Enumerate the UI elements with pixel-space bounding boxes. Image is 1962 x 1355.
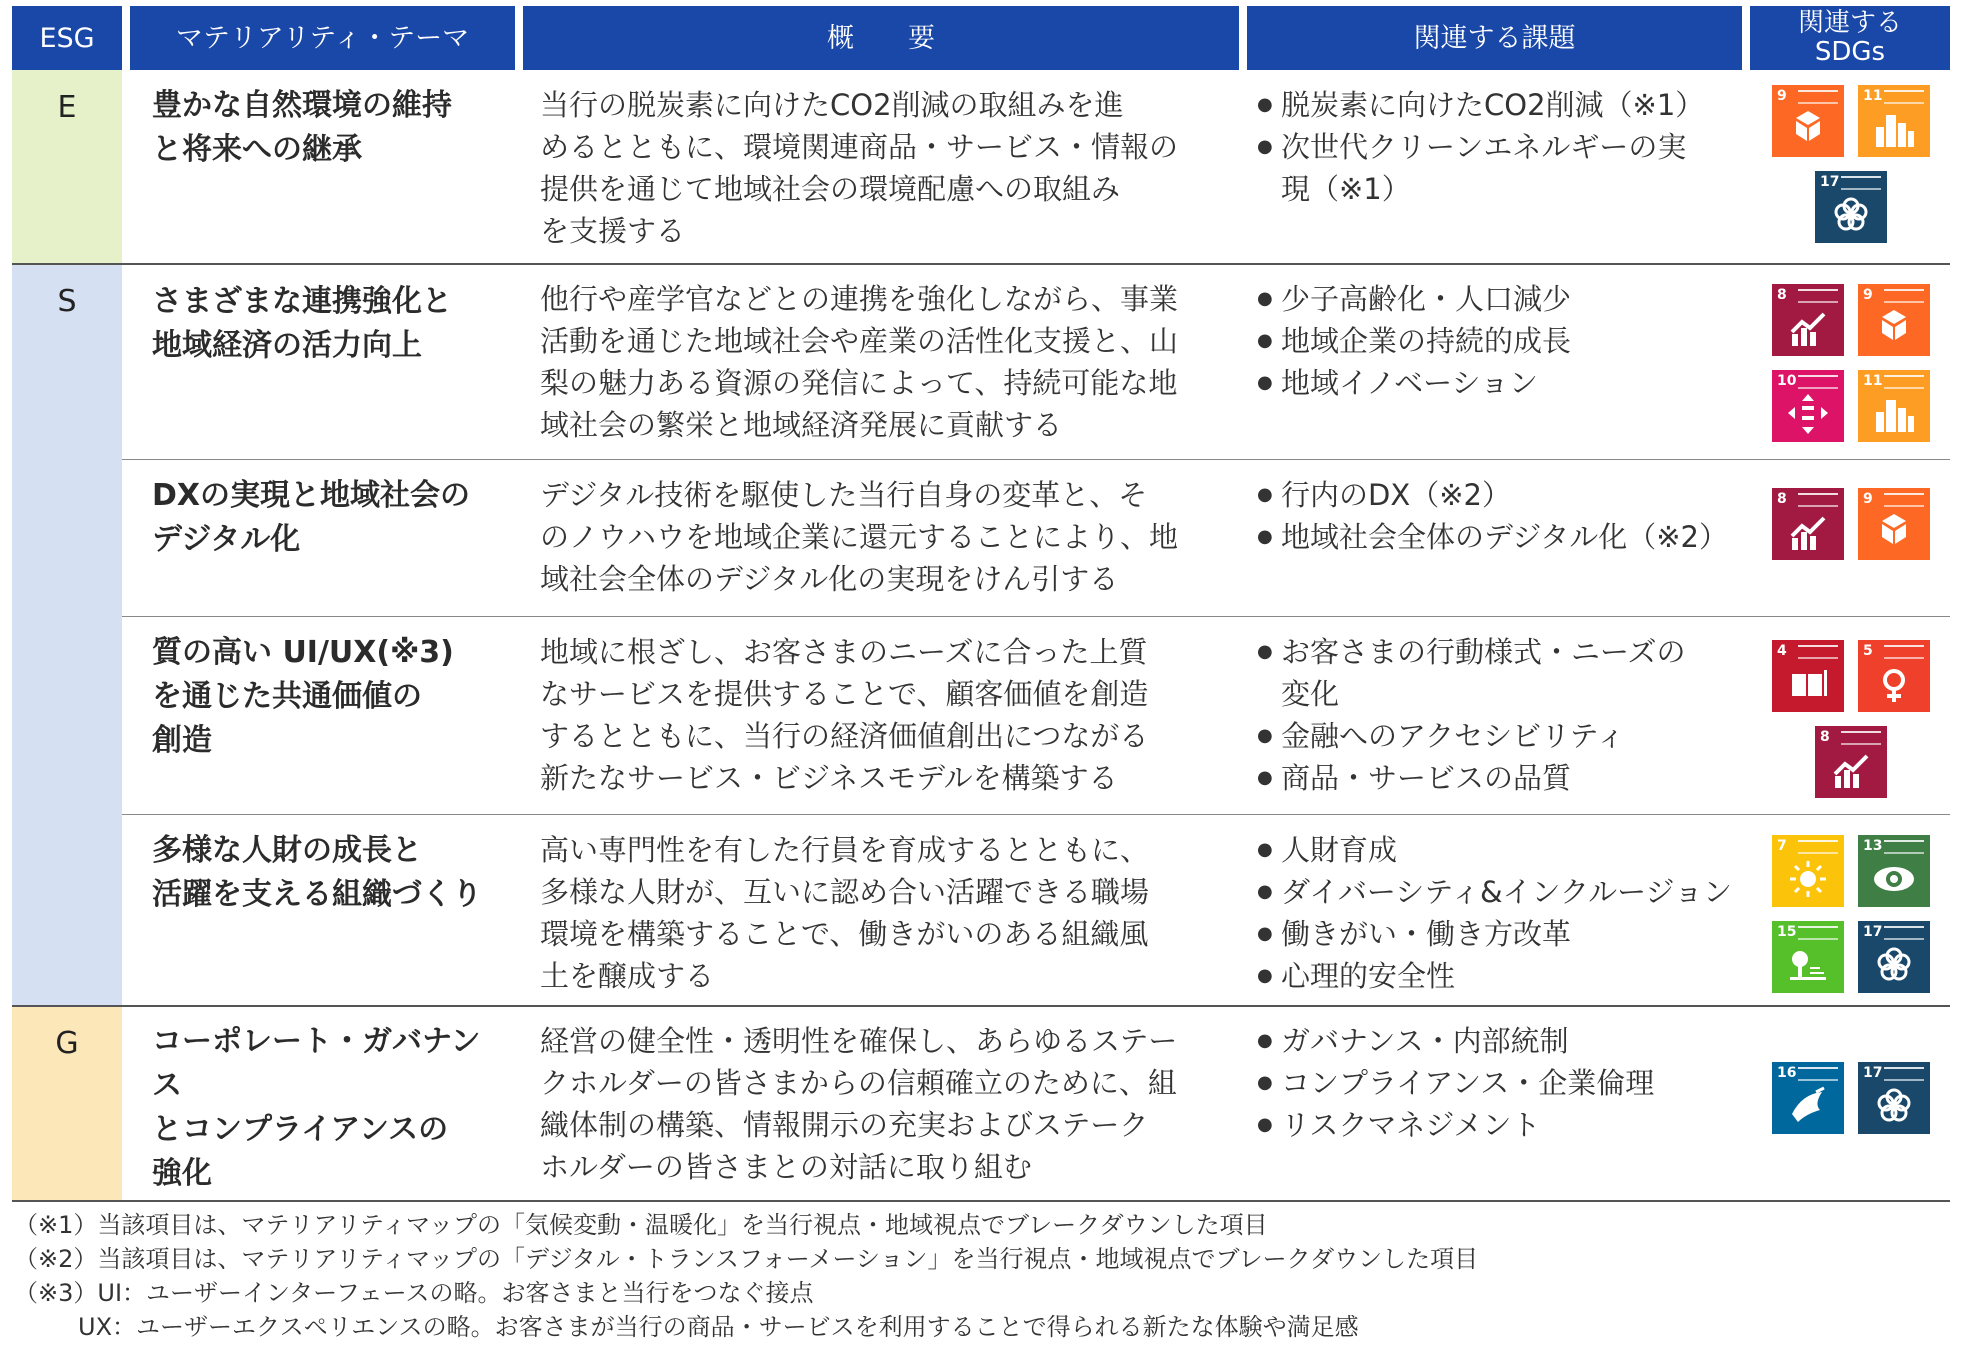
esg-category-e [12,70,122,264]
sdg-goal-number: 9 [1777,88,1787,104]
materiality-theme [152,280,492,368]
esg-category-g [12,1006,122,1200]
sdg-goal-pictogram [1786,510,1830,554]
materiality-theme [152,631,492,763]
issue-item: ● 行内のDX（※2） [1257,474,1747,516]
sdg-goal-17-icon [1858,921,1930,993]
sdg-goal-caption-mark [1884,375,1924,389]
summary-text [540,631,1340,799]
text-line: するとともに、当行の経済価値創出につながる [540,719,1149,753]
sdg-goal-7-icon [1772,835,1844,907]
sdg-goal-8-icon [1772,284,1844,356]
sdg-goal-5-icon [1858,640,1930,712]
sdg-goal-caption-mark [1841,731,1881,745]
divider-s-g [12,1005,1950,1007]
summary-text [540,829,1340,997]
sdg-goal-caption-mark [1884,840,1924,854]
sdg-goal-pictogram [1872,306,1916,350]
summary-text [540,278,1340,446]
sdg-goal-number: 17 [1863,1065,1883,1081]
sdg-goal-caption-mark [1884,926,1924,940]
sdg-goal-caption-mark [1798,1067,1838,1081]
sdg-goal-11-icon [1858,370,1930,442]
text-line: 次世代クリーンエネルギーの実 [1281,130,1687,164]
sdg-goal-caption-mark [1798,926,1838,940]
text-line: 新たなサービス・ビジネスモデルを構築する [540,761,1118,795]
summary-text [540,1020,1340,1188]
sdg-goal-pictogram [1829,748,1873,792]
sdg-goal-9-icon [1858,488,1930,560]
text-line: と将来への継承 [152,132,362,167]
text-line: 地域経済の活力向上 [152,328,422,363]
text-line: お客さまの行動様式・ニーズの [1281,635,1686,669]
summary-text [540,474,1340,600]
issue-item [1257,631,1747,715]
sdg-goal-number: 7 [1777,838,1787,854]
text-line: デジタル技術を駆使した当行自身の変革と、そ [540,478,1148,512]
materiality-theme [152,84,492,172]
header-sdgs [1750,6,1950,70]
sdg-goal-pictogram [1872,392,1916,436]
text-line: 豊かな自然環境の維持 [152,88,452,123]
sdg-goal-15-icon [1772,921,1844,993]
text-line: 質の高い UI/UX(※3) [152,635,454,670]
sdg-goal-caption-mark [1884,1067,1924,1081]
text-line: 高い専門性を有した行員を育成するとともに、 [540,833,1150,867]
materiality-theme [152,1020,492,1196]
issue-item: ● 地域企業の持続的成長 [1257,320,1747,362]
issue-list [1257,631,1747,799]
text-line: なサービスを提供することで、顧客価値を創造 [540,677,1149,711]
sdg-goal-number: 4 [1777,643,1787,659]
divider-row [122,459,1950,460]
sdg-goal-number: 13 [1863,838,1883,854]
sdg-goal-number: 11 [1863,88,1883,104]
sdg-goal-caption-mark [1798,493,1838,507]
issue-item: ● 働きがい・働き方改革 [1257,913,1747,955]
sdg-goal-caption-mark [1884,645,1924,659]
text-line: を支援する [540,214,686,248]
sdg-goal-pictogram [1872,510,1916,554]
sdg-goal-pictogram [1872,1084,1916,1128]
issue-item: ● 商品・サービスの品質 [1257,757,1747,799]
divider-row [122,616,1950,617]
sdg-goal-caption-mark [1841,176,1881,190]
footnote: （※2）当該項目は、マテリアリティマップの「デジタル・トランスフォーメーション」を当行視点・地域視点でブレークダウンした項目 [14,1245,1479,1273]
text-line: 織体制の構築、情報開示の充実およびステーク [540,1108,1149,1142]
text-line: クホルダーの皆さまからの信頼確立のために、組 [540,1066,1177,1100]
issue-item: ● ダイバーシティ&インクルージョン [1257,871,1747,913]
text-line: 提供を通じて地域社会の環境配慮への取組み [540,172,1121,206]
text-line: デジタル化 [152,522,301,557]
sdg-goal-17-icon [1858,1062,1930,1134]
text-line: 活動を通じた地域社会や産業の活性化支援と、山 [540,324,1179,358]
issue-item: ● 地域イノベーション [1257,362,1747,404]
text-line: 域社会の繁栄と地域経済発展に貢献する [540,408,1063,442]
text-line: 活躍を支える組織づくり [152,877,482,912]
sdg-goal-caption-mark [1798,289,1838,303]
text-line: 他行や産学官などとの連携を強化しながら、事業 [540,282,1179,316]
sdg-goal-number: 9 [1863,287,1873,303]
header-summary [523,6,1239,70]
sdg-goal-caption-mark [1798,840,1838,854]
sdg-goal-pictogram [1786,1084,1830,1128]
sdg-goal-number: 10 [1777,373,1797,389]
issue-list [1257,84,1747,210]
sdg-goal-pictogram [1872,943,1916,987]
issue-item: ● コンプライアンス・企業倫理 [1257,1062,1747,1104]
issue-item [1257,126,1747,210]
footnotes [14,1208,1478,1344]
sdg-goal-number: 15 [1777,924,1797,940]
esg-label-g: G [55,1026,79,1061]
summary-text [540,84,1340,252]
header-summary-label: 概 要 [827,22,935,54]
sdg-goal-number: 17 [1820,174,1840,190]
header-sdgs-line2: SDGs [1814,37,1886,67]
issue-item: ● リスクマネジメント [1257,1104,1747,1146]
sdg-goal-number: 9 [1863,491,1873,507]
header-esg: ESG [12,6,122,70]
text-line: 土を醸成する [540,959,715,993]
issue-item: ● 脱炭素に向けたCO2削減（※1） [1257,84,1747,126]
text-line: 経営の健全性・透明性を確保し、あらゆるステー [540,1024,1178,1058]
issue-list [1257,1020,1747,1146]
sdg-goal-number: 8 [1820,729,1830,745]
sdg-goal-number: 8 [1777,491,1787,507]
issue-item: ● 心理的安全性 [1257,955,1747,997]
sdg-goal-4-icon [1772,640,1844,712]
sdg-goal-caption-mark [1798,90,1838,104]
issue-list [1257,474,1747,558]
sdg-goal-9-icon [1858,284,1930,356]
sdg-goal-pictogram [1786,857,1830,901]
sdg-goal-number: 16 [1777,1065,1797,1081]
text-line: さまざまな連携強化と [152,284,452,319]
sdg-goal-8-icon [1772,488,1844,560]
text-line: 域社会全体のデジタル化の実現をけん引する [540,562,1119,596]
issue-item: ● 人財育成 [1257,829,1747,871]
footnote: （※1）当該項目は、マテリアリティマップの「気候変動・温暖化」を当行視点・地域視点でブレークダウンした項目 [14,1211,1268,1239]
divider-e-s [12,263,1950,265]
text-line: 環境を構築することで、働きがいのある組織風 [540,917,1149,951]
text-line: コーポレート・ガバナンス [152,1024,481,1103]
issue-item: ● 地域社会全体のデジタル化（※2） [1257,516,1747,558]
materiality-theme [152,474,492,562]
sdg-goal-pictogram [1872,107,1916,151]
divider-row [122,814,1950,815]
sdg-goal-caption-mark [1798,375,1838,389]
text-line: 現（※1） [1281,172,1411,206]
sdg-goal-caption-mark [1884,493,1924,507]
footnote: UX：ユーザーエクスペリエンスの略。お客さまが当行の商品・サービスを利用することで得られる新たな体験や満足感 [78,1313,1359,1341]
esg-label-s: S [57,284,77,319]
header-issues: 関連する課題 [1247,6,1742,70]
sdg-goal-number: 5 [1863,643,1873,659]
text-line: とコンプライアンスの [152,1112,449,1147]
sdg-goal-pictogram [1786,662,1830,706]
header-sdgs-line1: 関連する [1797,8,1902,38]
esg-label-e: E [57,90,77,125]
footnote: （※3）UI：ユーザーインターフェースの略。お客さまと当行をつなぐ接点 [14,1279,814,1307]
text-line: めるとともに、環境関連商品・サービス・情報の [540,130,1179,164]
sdg-goal-pictogram [1872,662,1916,706]
sdg-goal-number: 17 [1863,924,1883,940]
sdg-goal-caption-mark [1884,90,1924,104]
sdg-goal-pictogram [1786,306,1830,350]
esg-category-s [12,264,122,1006]
text-line: 多様な人財の成長と [152,833,422,868]
sdg-goal-caption-mark [1884,289,1924,303]
text-line: を通じた共通価値の [152,679,422,714]
text-line: 多様な人財が、互いに認め合い活躍できる職場 [540,875,1150,909]
sdg-goal-pictogram [1872,857,1916,901]
text-line: 梨の魅力ある資源の発信によって、持続可能な地 [540,366,1178,400]
sdg-goal-8-icon [1815,726,1887,798]
issue-item: ● 金融へのアクセシビリティ [1257,715,1747,757]
text-line: 創造 [152,723,212,758]
sdg-goal-caption-mark [1798,645,1838,659]
sdg-goal-16-icon [1772,1062,1844,1134]
materiality-theme [152,829,492,917]
table-bottom-border [12,1200,1950,1202]
sdg-goal-number: 8 [1777,287,1787,303]
sdg-goal-pictogram [1829,193,1873,237]
issue-item: ● 少子高齢化・人口減少 [1257,278,1747,320]
text-line: 強化 [152,1156,212,1191]
sdg-goal-11-icon [1858,85,1930,157]
sdg-goal-pictogram [1786,392,1830,436]
issue-item: ● ガバナンス・内部統制 [1257,1020,1747,1062]
text-line: ホルダーの皆さまとの対話に取り組む [540,1150,1032,1184]
issue-list [1257,278,1747,404]
header-materiality: マテリアリティ・テーマ [130,6,515,70]
text-line: のノウハウを地域企業に還元することにより、地 [540,520,1179,554]
text-line: 当行の脱炭素に向けたCO2削減の取組みを進 [540,88,1124,122]
sdg-goal-pictogram [1786,943,1830,987]
sdg-goal-13-icon [1858,835,1930,907]
sdg-goal-9-icon [1772,85,1844,157]
text-line: 変化 [1281,677,1340,711]
sdg-goal-17-icon [1815,171,1887,243]
issue-list [1257,829,1747,997]
text-line: 地域に根ざし、お客さまのニーズに合った上質 [540,635,1148,669]
text-line: DXの実現と地域社会の [152,478,471,513]
sdg-goal-number: 11 [1863,373,1883,389]
sdg-goal-pictogram [1786,107,1830,151]
sdg-goal-10-icon [1772,370,1844,442]
